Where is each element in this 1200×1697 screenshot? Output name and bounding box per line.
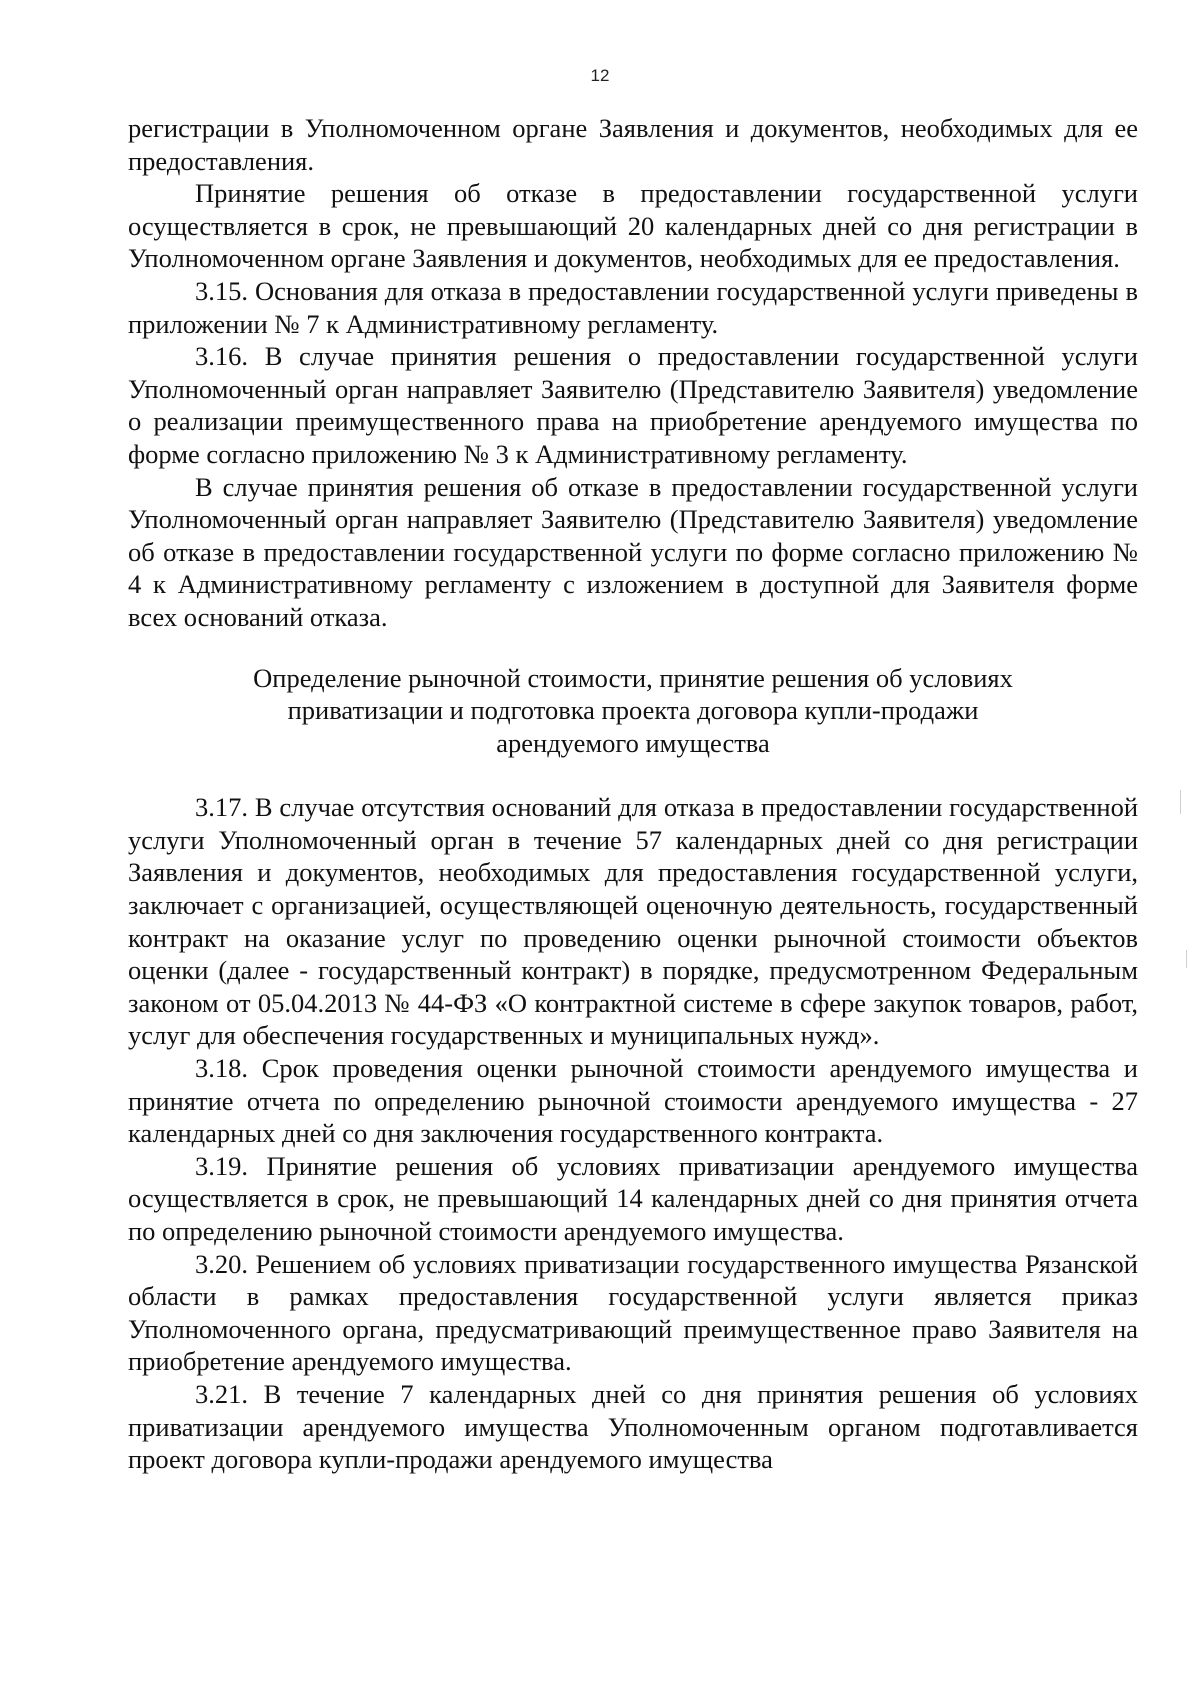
- page-number: 12: [590, 66, 610, 85]
- paragraph-3-16: 3.16. В случае принятия решения о предоставлении государственной услуги Уполномоченный орган направляет Заявителю (Представителю Заявителя) уведомление о реализации преимущественного права на приобретение арендуемого имущества по форме согласно приложению № 3 к Административному регламенту.: [128, 341, 1138, 469]
- scan-artifact: [1180, 790, 1181, 814]
- paragraph-3-17: 3.17. В случае отсутствия оснований для отказа в предоставлении государственной услуги Уполномоченный орган в течение 57 календарных дней со дня регистрации Заявления и документов, необходимых для предоставления государственной услуги, заключает с организацией, осуществляющей оценочную деятельность, государственный контракт на оказание услуг по проведению оценки рыночной стоимости объектов оценки (далее - государственный контракт) в порядке, предусмотренном Федеральным законом от 05.04.2013 № 44-ФЗ «О контрактной системе в сфере закупок товаров, работ, услуг для обеспечения государственных и муниципальных нужд».: [128, 792, 1138, 1051]
- paragraph-3-15: 3.15. Основания для отказа в предоставлении государственной услуги приведены в приложении № 7 к Административному регламенту.: [128, 275, 1138, 339]
- scan-artifact: [1186, 950, 1187, 968]
- paragraph-refusal-term: Принятие решения об отказе в предоставлении государственной услуги осуществляется в срок, не превышающий 20 календарных дней со дня регистрации в Уполномоченном органе Заявления и документов, необходимых для ее предоставления.: [128, 178, 1138, 274]
- paragraph-continuation: регистрации в Уполномоченном органе Заявления и документов, необходимых для ее предоставления.: [128, 113, 1138, 176]
- paragraph-3-16-refusal: В случае принятия решения об отказе в предоставлении государственной услуги Уполномоченный орган направляет Заявителю (Представителю Заявителя) уведомление об отказе в предоставлении государственной услуги по форме согласно приложению № 4 к Административному регламенту с изложением в доступной для Заявителя форме всех оснований отказа.: [128, 471, 1138, 632]
- section-heading: [128, 662, 1138, 760]
- paragraph-3-21: 3.21. В течение 7 календарных дней со дня принятия решения об условиях приватизации арендуемого имущества Уполномоченным органом подготавливается проект договора купли-продажи арендуемого имущества: [128, 1378, 1138, 1475]
- section-heading-line: арендуемого имущества: [496, 727, 770, 758]
- section-heading-line: Определение рыночной стоимости, принятие решения об условиях: [253, 662, 1013, 693]
- document-body: [128, 112, 1138, 1476]
- paragraph-3-18: 3.18. Срок проведения оценки рыночной стоимости арендуемого имущества и принятие отчета по определению рыночной стоимости арендуемого имущества - 27 календарных дней со дня заключения государственного контракта.: [128, 1053, 1138, 1149]
- section-heading-line: приватизации и подготовка проекта договора купли-продажи: [287, 695, 979, 726]
- paragraph-3-20: 3.20. Решением об условиях приватизации государственного имущества Рязанской области в рамках предоставления государственной услуги является приказ Уполномоченного органа, предусматривающий преимущественное право Заявителя на приобретение арендуемого имущества.: [128, 1248, 1138, 1377]
- paragraph-3-19: 3.19. Принятие решения об условиях приватизации арендуемого имущества осуществляется в срок, не превышающий 14 календарных дней со дня принятия отчета по определению рыночной стоимости арендуемого имущества.: [128, 1150, 1138, 1246]
